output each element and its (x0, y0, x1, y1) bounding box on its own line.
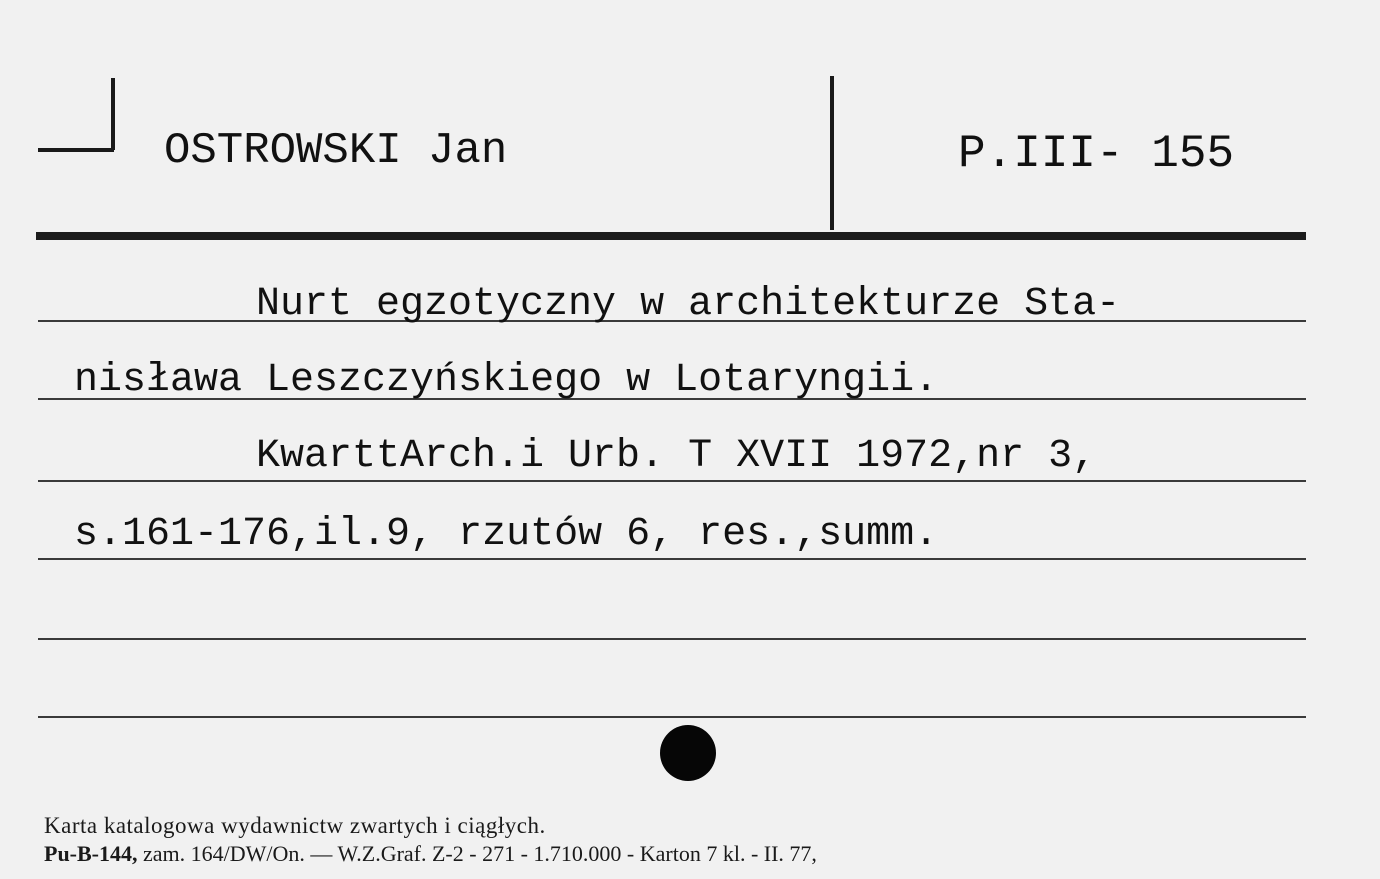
entry-line-title-1: Nurt egzotyczny w architekturze Sta- (256, 282, 1121, 327)
entry-line-source: KwarttArch.i Urb. T XVII 1972,nr 3, (256, 434, 1097, 479)
corner-mark-vertical (111, 78, 115, 150)
ruled-line (38, 558, 1306, 560)
footer-print-info (44, 841, 817, 867)
footer-form-code: Pu-B-144, (44, 841, 138, 866)
author-name: OSTROWSKI Jan (164, 126, 508, 176)
footer-print-details: zam. 164/DW/On. — W.Z.Graf. Z-2 - 271 - 1.710.000 - Karton 7 kl. - II. 77, (137, 841, 817, 866)
ruled-line (38, 480, 1306, 482)
call-number: P.III- 155 (958, 128, 1235, 180)
footer-card-type: Karta katalogowa wydawnictw zwartych i ciągłych. (44, 813, 546, 838)
ruled-line (38, 716, 1306, 718)
punch-hole (660, 725, 716, 781)
header-divider (830, 76, 834, 230)
ruled-line (38, 638, 1306, 640)
entry-line-pages: s.161-176,il.9, rzutów 6, res.,summ. (74, 512, 939, 557)
corner-mark-horizontal (38, 148, 114, 152)
header-rule (36, 232, 1306, 240)
entry-line-title-2: nisława Leszczyńskiego w Lotaryngii. (74, 358, 939, 403)
